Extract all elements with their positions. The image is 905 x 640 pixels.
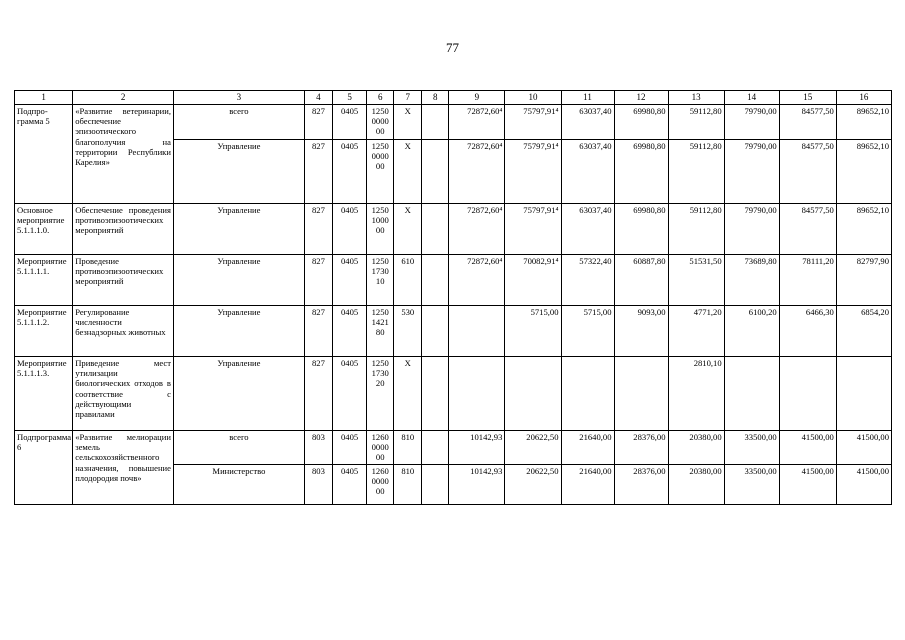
target-article-cell [367, 204, 394, 255]
amount-cell-c10: 20622,50 [505, 464, 561, 504]
column-header: 13 [668, 91, 724, 105]
amount-cell-c15: 6466,30 [779, 306, 836, 357]
code-cell-c5: 0405 [332, 140, 366, 204]
column-header: 4 [304, 91, 332, 105]
code-cell-c8 [422, 306, 449, 357]
amount-cell-c12: 69980,80 [614, 140, 668, 204]
amount-cell-c9: 72872,60⁴ [449, 204, 505, 255]
target-article-part: 10 [375, 276, 385, 287]
amount-cell-c10: 75797,91⁴ [505, 105, 561, 140]
executor-cell: Управление [173, 306, 304, 357]
amount-cell-c13: 51531,50 [668, 255, 724, 306]
amount-cell-c16: 41500,00 [836, 464, 891, 504]
target-article-part: 0000 [371, 475, 389, 486]
code-cell-c8 [422, 204, 449, 255]
amount-cell-c12: 28376,00 [614, 431, 668, 465]
column-header: 6 [367, 91, 394, 105]
row-name: Регулирование численности безнадзорных животных [73, 306, 174, 357]
column-header: 7 [394, 91, 422, 105]
target-article-part: 1250 [371, 256, 389, 266]
page-number: 77 [446, 40, 459, 55]
table-row [15, 204, 892, 255]
amount-cell-c13: 59112,80 [668, 204, 724, 255]
amount-cell-c11: 21640,00 [561, 431, 614, 465]
code-cell-c4: 827 [304, 105, 332, 140]
code-cell-c4: 827 [304, 204, 332, 255]
amount-cell-c16: 89652,10 [836, 204, 891, 255]
target-article-cell [367, 105, 394, 140]
amount-cell-c10 [505, 357, 561, 431]
amount-cell-c11: 63037,40 [561, 140, 614, 204]
target-article-part: 1250 [371, 106, 389, 116]
code-cell-c7: 610 [394, 255, 422, 306]
column-header: 14 [724, 91, 779, 105]
amount-cell-c9: 72872,60⁴ [449, 140, 505, 204]
code-cell-c8 [422, 464, 449, 504]
target-article-part: 00 [375, 452, 385, 463]
column-header: 5 [332, 91, 366, 105]
amount-cell-c16: 89652,10 [836, 105, 891, 140]
code-cell-c7: Х [394, 105, 422, 140]
code-cell-c5: 0405 [332, 306, 366, 357]
target-article-part: 1730 [371, 368, 389, 379]
executor-cell: Управление [173, 140, 304, 204]
column-header: 15 [779, 91, 836, 105]
amount-cell-c13: 20380,00 [668, 431, 724, 465]
code-cell-c8 [422, 357, 449, 431]
amount-cell-c14: 6100,20 [724, 306, 779, 357]
target-article-part: 00 [375, 225, 385, 236]
amount-cell-c9 [449, 306, 505, 357]
row-code: Мероприятие 5.1.1.1.2. [15, 306, 73, 357]
executor-cell: всего [173, 105, 304, 140]
amount-cell-c15: 78111,20 [779, 255, 836, 306]
amount-cell-c14: 33500,00 [724, 464, 779, 504]
amount-cell-c10: 70082,91⁴ [505, 255, 561, 306]
amount-cell-c14: 33500,00 [724, 431, 779, 465]
amount-cell-c13: 4771,20 [668, 306, 724, 357]
target-article-cell [367, 431, 394, 465]
target-article-part: 1250 [371, 307, 389, 317]
code-cell-c7: 530 [394, 306, 422, 357]
amount-cell-c9: 72872,60⁴ [449, 255, 505, 306]
table-row [15, 255, 892, 306]
amount-cell-c12: 28376,00 [614, 464, 668, 504]
amount-cell-c11 [561, 357, 614, 431]
code-cell-c4: 827 [304, 306, 332, 357]
budget-table [14, 90, 892, 505]
target-article-part: 1250 [371, 358, 389, 368]
column-header: 2 [73, 91, 174, 105]
column-header: 9 [449, 91, 505, 105]
column-header: 1 [15, 91, 73, 105]
row-name: «Развитие ветеринарии, обеспечение эпизоотического благополучия на территории Республики Карелия» [73, 105, 174, 204]
code-cell-c5: 0405 [332, 431, 366, 465]
row-code: Мероприятие 5.1.1.1.1. [15, 255, 73, 306]
row-code: Подпрограмма 6 [15, 431, 73, 505]
amount-cell-c14: 79790,00 [724, 140, 779, 204]
amount-cell-c9 [449, 357, 505, 431]
amount-cell-c11: 5715,00 [561, 306, 614, 357]
target-article-part: 1421 [371, 317, 389, 328]
target-article-part: 00 [375, 161, 385, 172]
executor-cell: Управление [173, 357, 304, 431]
code-cell-c5: 0405 [332, 464, 366, 504]
code-cell-c5: 0405 [332, 255, 366, 306]
executor-cell: Управление [173, 204, 304, 255]
amount-cell-c15 [779, 357, 836, 431]
target-article-part: 1260 [371, 432, 389, 442]
table-row [15, 306, 892, 357]
amount-cell-c12: 69980,80 [614, 105, 668, 140]
row-code: Мероприятие 5.1.1.1.3. [15, 357, 73, 431]
amount-cell-c10: 20622,50 [505, 431, 561, 465]
amount-cell-c9: 10142,93 [449, 431, 505, 465]
row-name: «Развитие мелиорации земель сельскохозяйственного назначения, повышение плодородия почв» [73, 431, 174, 505]
target-article-part: 80 [375, 327, 385, 338]
amount-cell-c10: 75797,91⁴ [505, 204, 561, 255]
code-cell-c4: 803 [304, 431, 332, 465]
row-name: Проведение противоэпизоотических мероприятий [73, 255, 174, 306]
amount-cell-c14: 79790,00 [724, 105, 779, 140]
target-article-part: 1250 [371, 141, 389, 151]
amount-cell-c9: 10142,93 [449, 464, 505, 504]
code-cell-c4: 827 [304, 255, 332, 306]
amount-cell-c13: 59112,80 [668, 140, 724, 204]
target-article-part: 00 [375, 486, 385, 497]
header-row [15, 91, 892, 105]
amount-cell-c15: 41500,00 [779, 464, 836, 504]
amount-cell-c12: 69980,80 [614, 204, 668, 255]
table-row [15, 105, 892, 140]
target-article-part: 1250 [371, 205, 389, 215]
code-cell-c8 [422, 431, 449, 465]
amount-cell-c10: 75797,91⁴ [505, 140, 561, 204]
amount-cell-c14: 73689,80 [724, 255, 779, 306]
amount-cell-c11: 21640,00 [561, 464, 614, 504]
code-cell-c4: 827 [304, 140, 332, 204]
column-header: 12 [614, 91, 668, 105]
table-row [15, 431, 892, 465]
amount-cell-c15: 41500,00 [779, 431, 836, 465]
row-code: Подпро-грамма 5 [15, 105, 73, 204]
code-cell-c5: 0405 [332, 357, 366, 431]
amount-cell-c16: 82797,90 [836, 255, 891, 306]
executor-cell: Министерство [173, 464, 304, 504]
code-cell-c7: Х [394, 204, 422, 255]
target-article-part: 1260 [371, 465, 389, 476]
amount-cell-c16 [836, 357, 891, 431]
code-cell-c8 [422, 105, 449, 140]
code-cell-c7: Х [394, 140, 422, 204]
executor-cell: Управление [173, 255, 304, 306]
row-code: Основное мероприятие 5.1.1.1.0. [15, 204, 73, 255]
target-article-part: 0000 [371, 442, 389, 453]
column-header: 16 [836, 91, 891, 105]
amount-cell-c14: 79790,00 [724, 204, 779, 255]
amount-cell-c14 [724, 357, 779, 431]
amount-cell-c9: 72872,60⁴ [449, 105, 505, 140]
amount-cell-c16: 41500,00 [836, 431, 891, 465]
code-cell-c7: 810 [394, 464, 422, 504]
target-article-part: 1000 [371, 215, 389, 226]
column-header: 11 [561, 91, 614, 105]
column-header: 10 [505, 91, 561, 105]
target-article-part: 0000 [371, 151, 389, 162]
target-article-part: 1730 [371, 266, 389, 277]
amount-cell-c11: 57322,40 [561, 255, 614, 306]
amount-cell-c15: 84577,50 [779, 105, 836, 140]
amount-cell-c12 [614, 357, 668, 431]
column-header: 8 [422, 91, 449, 105]
target-article-cell [367, 140, 394, 204]
target-article-cell [367, 357, 394, 431]
code-cell-c5: 0405 [332, 105, 366, 140]
amount-cell-c15: 84577,50 [779, 204, 836, 255]
code-cell-c4: 803 [304, 464, 332, 504]
code-cell-c8 [422, 140, 449, 204]
code-cell-c5: 0405 [332, 204, 366, 255]
target-article-cell [367, 306, 394, 357]
code-cell-c7: 810 [394, 431, 422, 465]
amount-cell-c15: 84577,50 [779, 140, 836, 204]
amount-cell-c11: 63037,40 [561, 204, 614, 255]
column-header: 3 [173, 91, 304, 105]
target-article-part: 0000 [371, 116, 389, 127]
code-cell-c8 [422, 255, 449, 306]
executor-cell: всего [173, 431, 304, 465]
amount-cell-c12: 60887,80 [614, 255, 668, 306]
code-cell-c7: Х [394, 357, 422, 431]
amount-cell-c13: 20380,00 [668, 464, 724, 504]
target-article-part: 00 [375, 126, 385, 137]
target-article-part: 20 [375, 378, 385, 389]
amount-cell-c12: 9093,00 [614, 306, 668, 357]
amount-cell-c10: 5715,00 [505, 306, 561, 357]
code-cell-c4: 827 [304, 357, 332, 431]
amount-cell-c16: 6854,20 [836, 306, 891, 357]
amount-cell-c13: 59112,80 [668, 105, 724, 140]
table-row [15, 357, 892, 431]
row-name: Приведение мест утилизации биологических отходов в соответствие с действующими правилами [73, 357, 174, 431]
amount-cell-c11: 63037,40 [561, 105, 614, 140]
target-article-cell [367, 464, 394, 504]
row-name: Обеспечение проведения противоэпизоотических мероприятий [73, 204, 174, 255]
amount-cell-c16: 89652,10 [836, 140, 891, 204]
amount-cell-c13: 2810,10 [668, 357, 724, 431]
target-article-cell [367, 255, 394, 306]
